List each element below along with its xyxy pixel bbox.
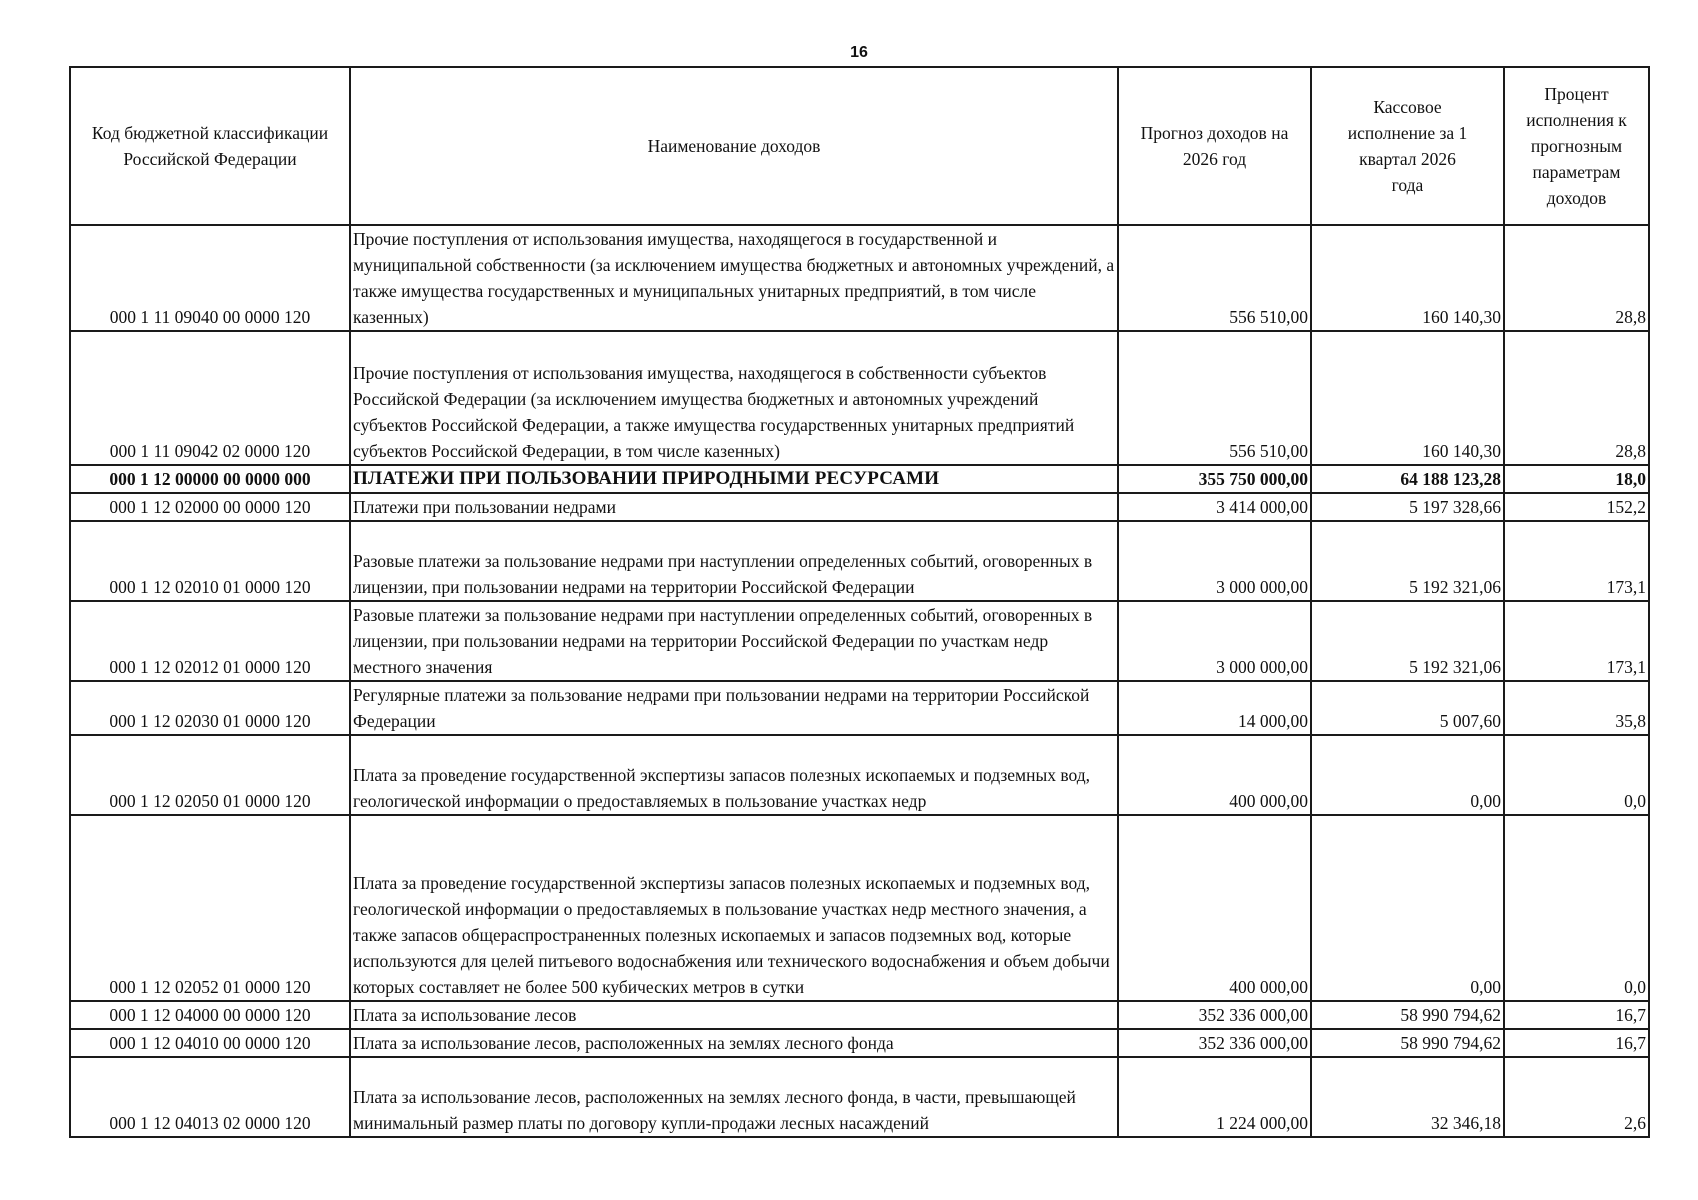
code-cell: 000 1 12 04000 00 0000 120 [70,1001,350,1029]
table-row [70,735,1649,815]
name-cell: Платежи при пользовании недрами [350,493,1118,521]
forecast-cell: 400 000,00 [1118,735,1311,815]
percent-cell: 16,7 [1504,1029,1649,1057]
percent-cell: 173,1 [1504,601,1649,681]
percent-cell: 18,0 [1504,465,1649,493]
table-row [70,331,1649,465]
header-execution: Кассовое исполнение за 1 квартал 2026 года [1311,67,1504,225]
code-cell: 000 1 12 00000 00 0000 000 [70,465,350,493]
table-row [70,225,1649,331]
execution-cell: 160 140,30 [1311,331,1504,465]
table-row [70,493,1649,521]
code-cell: 000 1 11 09040 00 0000 120 [70,225,350,331]
page-number: 16 [850,44,868,61]
percent-cell: 28,8 [1504,225,1649,331]
execution-cell: 58 990 794,62 [1311,1029,1504,1057]
execution-cell: 64 188 123,28 [1311,465,1504,493]
forecast-cell: 14 000,00 [1118,681,1311,735]
name-cell: Прочие поступления от использования имущества, находящегося в собственности субъектов Российской Федерации (за исключением имущества бюджетных и автономных учреждений субъектов Российской Федерации, а также имущества государственных унитарных предприятий субъектов Российской Федерации, в том числе казенных) [350,331,1118,465]
header-forecast: Прогноз доходов на 2026 год [1118,67,1311,225]
table-row [70,521,1649,601]
code-cell: 000 1 12 02052 01 0000 120 [70,815,350,1001]
percent-cell: 28,8 [1504,331,1649,465]
header-code: Код бюджетной классификации Российской Федерации [70,67,350,225]
percent-cell: 2,6 [1504,1057,1649,1137]
table-row [70,1029,1649,1057]
execution-cell: 0,00 [1311,815,1504,1001]
name-cell: Разовые платежи за пользование недрами при наступлении определенных событий, оговоренных в лицензии, при пользовании недрами на территории Российской Федерации [350,521,1118,601]
header-name: Наименование доходов [350,67,1118,225]
name-cell: Разовые платежи за пользование недрами при наступлении определенных событий, оговоренных в лицензии, при пользовании недрами на территории Российской Федерации по участкам недр местного значения [350,601,1118,681]
revenue-table [69,66,1650,1138]
code-cell: 000 1 12 02030 01 0000 120 [70,681,350,735]
execution-cell: 5 007,60 [1311,681,1504,735]
execution-cell: 32 346,18 [1311,1057,1504,1137]
percent-cell: 16,7 [1504,1001,1649,1029]
name-cell: Регулярные платежи за пользование недрами при пользовании недрами на территории Российской Федерации [350,681,1118,735]
code-cell: 000 1 12 02050 01 0000 120 [70,735,350,815]
code-cell: 000 1 12 04013 02 0000 120 [70,1057,350,1137]
code-cell: 000 1 12 02012 01 0000 120 [70,601,350,681]
percent-cell: 35,8 [1504,681,1649,735]
forecast-cell: 556 510,00 [1118,225,1311,331]
forecast-cell: 3 000 000,00 [1118,601,1311,681]
header-percent: Процент исполнения к прогнозным параметрам доходов [1504,67,1649,225]
percent-cell: 0,0 [1504,735,1649,815]
forecast-cell: 556 510,00 [1118,331,1311,465]
code-cell: 000 1 12 02000 00 0000 120 [70,493,350,521]
name-cell: Плата за проведение государственной экспертизы запасов полезных ископаемых и подземных вод, геологической информации о предоставляемых в пользование участках недр [350,735,1118,815]
table-row [70,1001,1649,1029]
forecast-cell: 352 336 000,00 [1118,1029,1311,1057]
percent-cell: 0,0 [1504,815,1649,1001]
forecast-cell: 352 336 000,00 [1118,1001,1311,1029]
name-cell: Плата за использование лесов [350,1001,1118,1029]
name-cell: Плата за проведение государственной экспертизы запасов полезных ископаемых и подземных вод, геологической информации о предоставляемых в пользование участках недр местного значения, а также запасов общераспространенных полезных ископаемых и запасов подземных вод, которые используются для целей питьевого водоснабжения или технического водоснабжения и объем добычи которых составляет не более 500 кубических метров в сутки [350,815,1118,1001]
forecast-cell: 355 750 000,00 [1118,465,1311,493]
percent-cell: 152,2 [1504,493,1649,521]
name-cell: Плата за использование лесов, расположенных на землях лесного фонда [350,1029,1118,1057]
percent-cell: 173,1 [1504,521,1649,601]
execution-cell: 5 197 328,66 [1311,493,1504,521]
table-header-row [70,67,1649,225]
table-row [70,1057,1649,1137]
name-cell: Плата за использование лесов, расположенных на землях лесного фонда, в части, превышающей минимальный размер платы по договору купли-продажи лесных насаждений [350,1057,1118,1137]
name-cell: ПЛАТЕЖИ ПРИ ПОЛЬЗОВАНИИ ПРИРОДНЫМИ РЕСУРСАМИ [350,465,1118,493]
table-row [70,601,1649,681]
execution-cell: 5 192 321,06 [1311,521,1504,601]
table-body [70,225,1649,1137]
forecast-cell: 1 224 000,00 [1118,1057,1311,1137]
table-row [70,815,1649,1001]
forecast-cell: 3 000 000,00 [1118,521,1311,601]
execution-cell: 160 140,30 [1311,225,1504,331]
forecast-cell: 3 414 000,00 [1118,493,1311,521]
execution-cell: 0,00 [1311,735,1504,815]
execution-cell: 5 192 321,06 [1311,601,1504,681]
code-cell: 000 1 11 09042 02 0000 120 [70,331,350,465]
code-cell: 000 1 12 04010 00 0000 120 [70,1029,350,1057]
forecast-cell: 400 000,00 [1118,815,1311,1001]
code-cell: 000 1 12 02010 01 0000 120 [70,521,350,601]
name-cell: Прочие поступления от использования имущества, находящегося в государственной и муниципальной собственности (за исключением имущества бюджетных и автономных учреждений, а также имущества государственных и муниципальных унитарных предприятий, в том числе казенных) [350,225,1118,331]
table-row [70,465,1649,493]
execution-cell: 58 990 794,62 [1311,1001,1504,1029]
table-row [70,681,1649,735]
